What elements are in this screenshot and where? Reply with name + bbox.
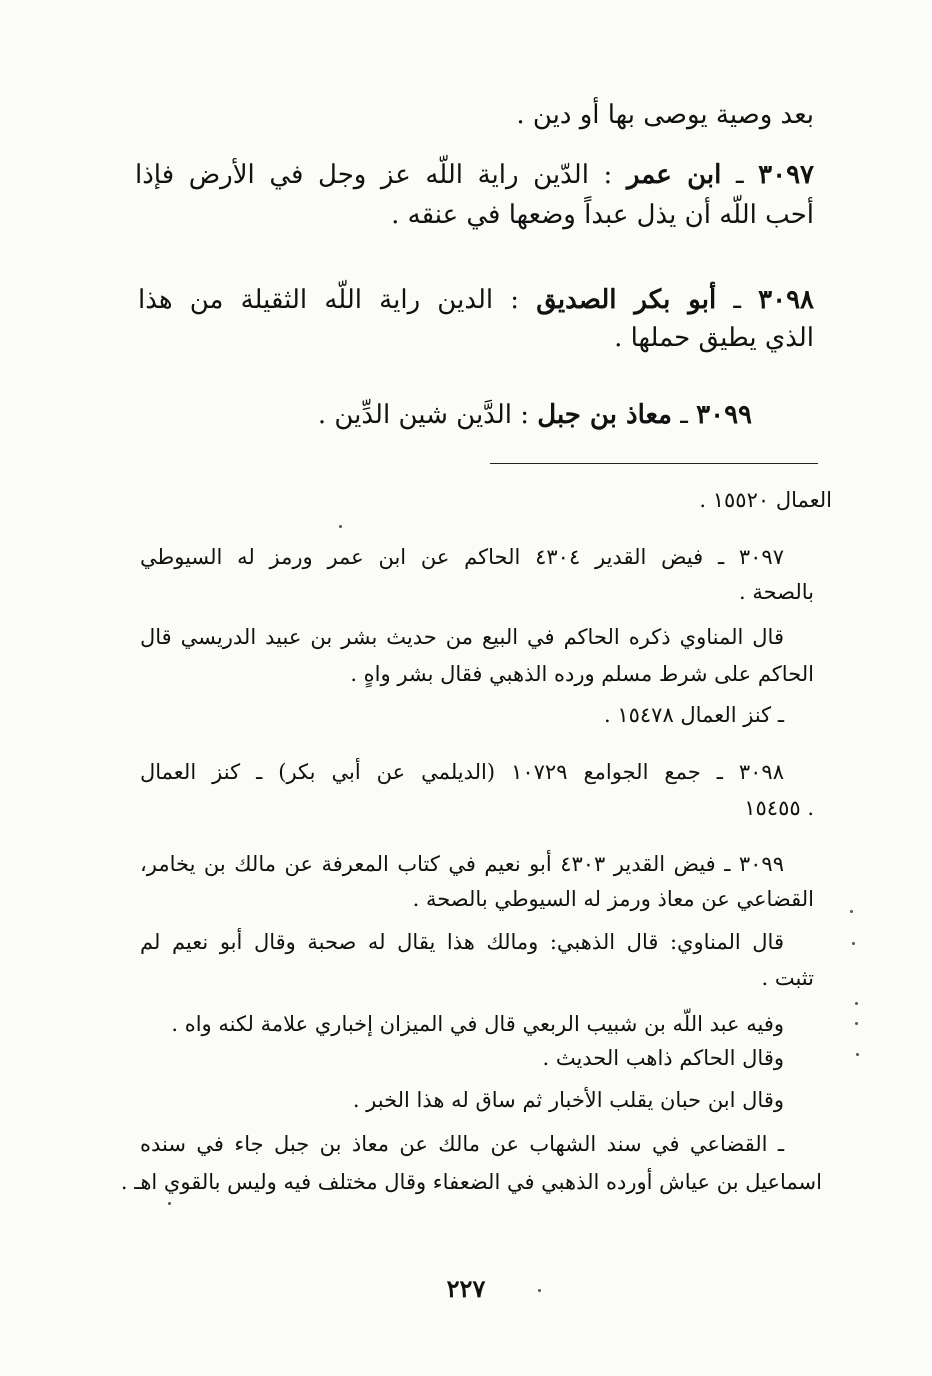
separator: ـ <box>721 160 759 190</box>
narrator-name: ابن عمر <box>626 160 722 190</box>
main-line-0: بعد وصية يوصى بها أو دين . <box>516 100 814 130</box>
footnote-line-6: ٣٠٩٨ ـ جمع الجوامع ١٠٧٢٩ (الديلمي عن أبي بكر) ـ كنز العمال <box>140 760 784 784</box>
scan-speck <box>850 910 853 913</box>
hadith-text: : الدين راية اللّه الثقيلة من هذا <box>138 285 520 315</box>
page-number: ٢٢٧ <box>446 1274 486 1303</box>
hadith-3097-line-1 <box>135 160 814 190</box>
hadith-text: : الدَّين شين الدِّين . <box>317 400 529 430</box>
separator: ـ <box>716 285 759 315</box>
hadith-number: ٣٠٩٩ <box>696 400 752 430</box>
footnote-line-16: اسماعيل بن عياش أورده الذهبي في الضعفاء وقال مختلف فيه وليس بالقوي اهـ . <box>120 1170 822 1194</box>
footnote-line-15: ـ القضاعي في سند الشهاب عن مالك عن معاذ بن جبل جاء في سنده <box>140 1132 784 1156</box>
hadith-3098-line-1 <box>138 285 814 315</box>
hadith-3097-line-2: أحب اللّه أن يذل عبداً وضعها في عنقه . <box>391 200 814 230</box>
footnote-line-14: وقال ابن حبان يقلب الأخبار ثم ساق له هذا الخبر . <box>352 1088 784 1112</box>
separator: ـ <box>671 400 697 430</box>
footnote-line-10: قال المناوي: قال الذهبي: ومالك هذا يقال له صحبة وقال أبو نعيم لم <box>140 930 784 954</box>
scan-speck <box>855 1022 858 1025</box>
footnote-line-4: الحاكم على شرط مسلم ورده الذهبي فقال بشر واهٍ . <box>350 662 814 686</box>
scan-speck <box>856 1053 859 1056</box>
footnote-line-11: تثبت . <box>761 966 814 990</box>
hadith-number: ٣٠٩٧ <box>758 160 814 190</box>
footnote-line-12: وفيه عبد اللّه بن شبيب الربعي قال في الميزان إخباري علامة لكنه واه . <box>171 1012 784 1036</box>
footnote-line-9: القضاعي عن معاذ ورمز له السيوطي بالصحة . <box>412 887 814 911</box>
footnote-line-3: قال المناوي ذكره الحاكم في البيع من حديث بشر بن عبيد الدريسي قال <box>140 625 784 649</box>
hadith-3099-line-1 <box>318 400 752 430</box>
hadith-number: ٣٠٩٨ <box>758 285 815 315</box>
narrator-name: معاذ بن جبل <box>537 400 672 430</box>
footnote-line-1: ٣٠٩٧ ـ فيض القدير ٤٣٠٤ الحاكم عن ابن عمر ورمز له السيوطي <box>140 545 784 569</box>
scan-speck <box>538 1289 541 1292</box>
footnote-line-2: بالصحة . <box>738 580 814 604</box>
scan-speck <box>852 942 855 945</box>
footnote-line-0: العمال ١٥٥٢٠ . <box>699 488 832 512</box>
scan-speck <box>339 525 342 528</box>
footnote-separator-rule <box>490 463 818 464</box>
narrator-name: أبو بكر الصديق <box>536 285 717 315</box>
footnote-line-8: ٣٠٩٩ ـ فيض القدير ٤٣٠٣ أبو نعيم في كتاب المعرفة عن مالك بن يخامر، <box>140 852 784 876</box>
scan-speck <box>168 1202 171 1205</box>
footnote-line-5: ـ كنز العمال ١٥٤٧٨ . <box>603 703 784 727</box>
scan-speck <box>855 1002 858 1005</box>
hadith-text: : الدّين راية اللّه عز وجل في الأرض فإذا <box>135 160 613 190</box>
hadith-3098-line-2: الذي يطيق حملها . <box>614 323 814 353</box>
footnote-line-7: ١٥٤٥٥ . <box>744 796 814 820</box>
footnote-line-13: وقال الحاكم ذاهب الحديث . <box>542 1046 784 1070</box>
